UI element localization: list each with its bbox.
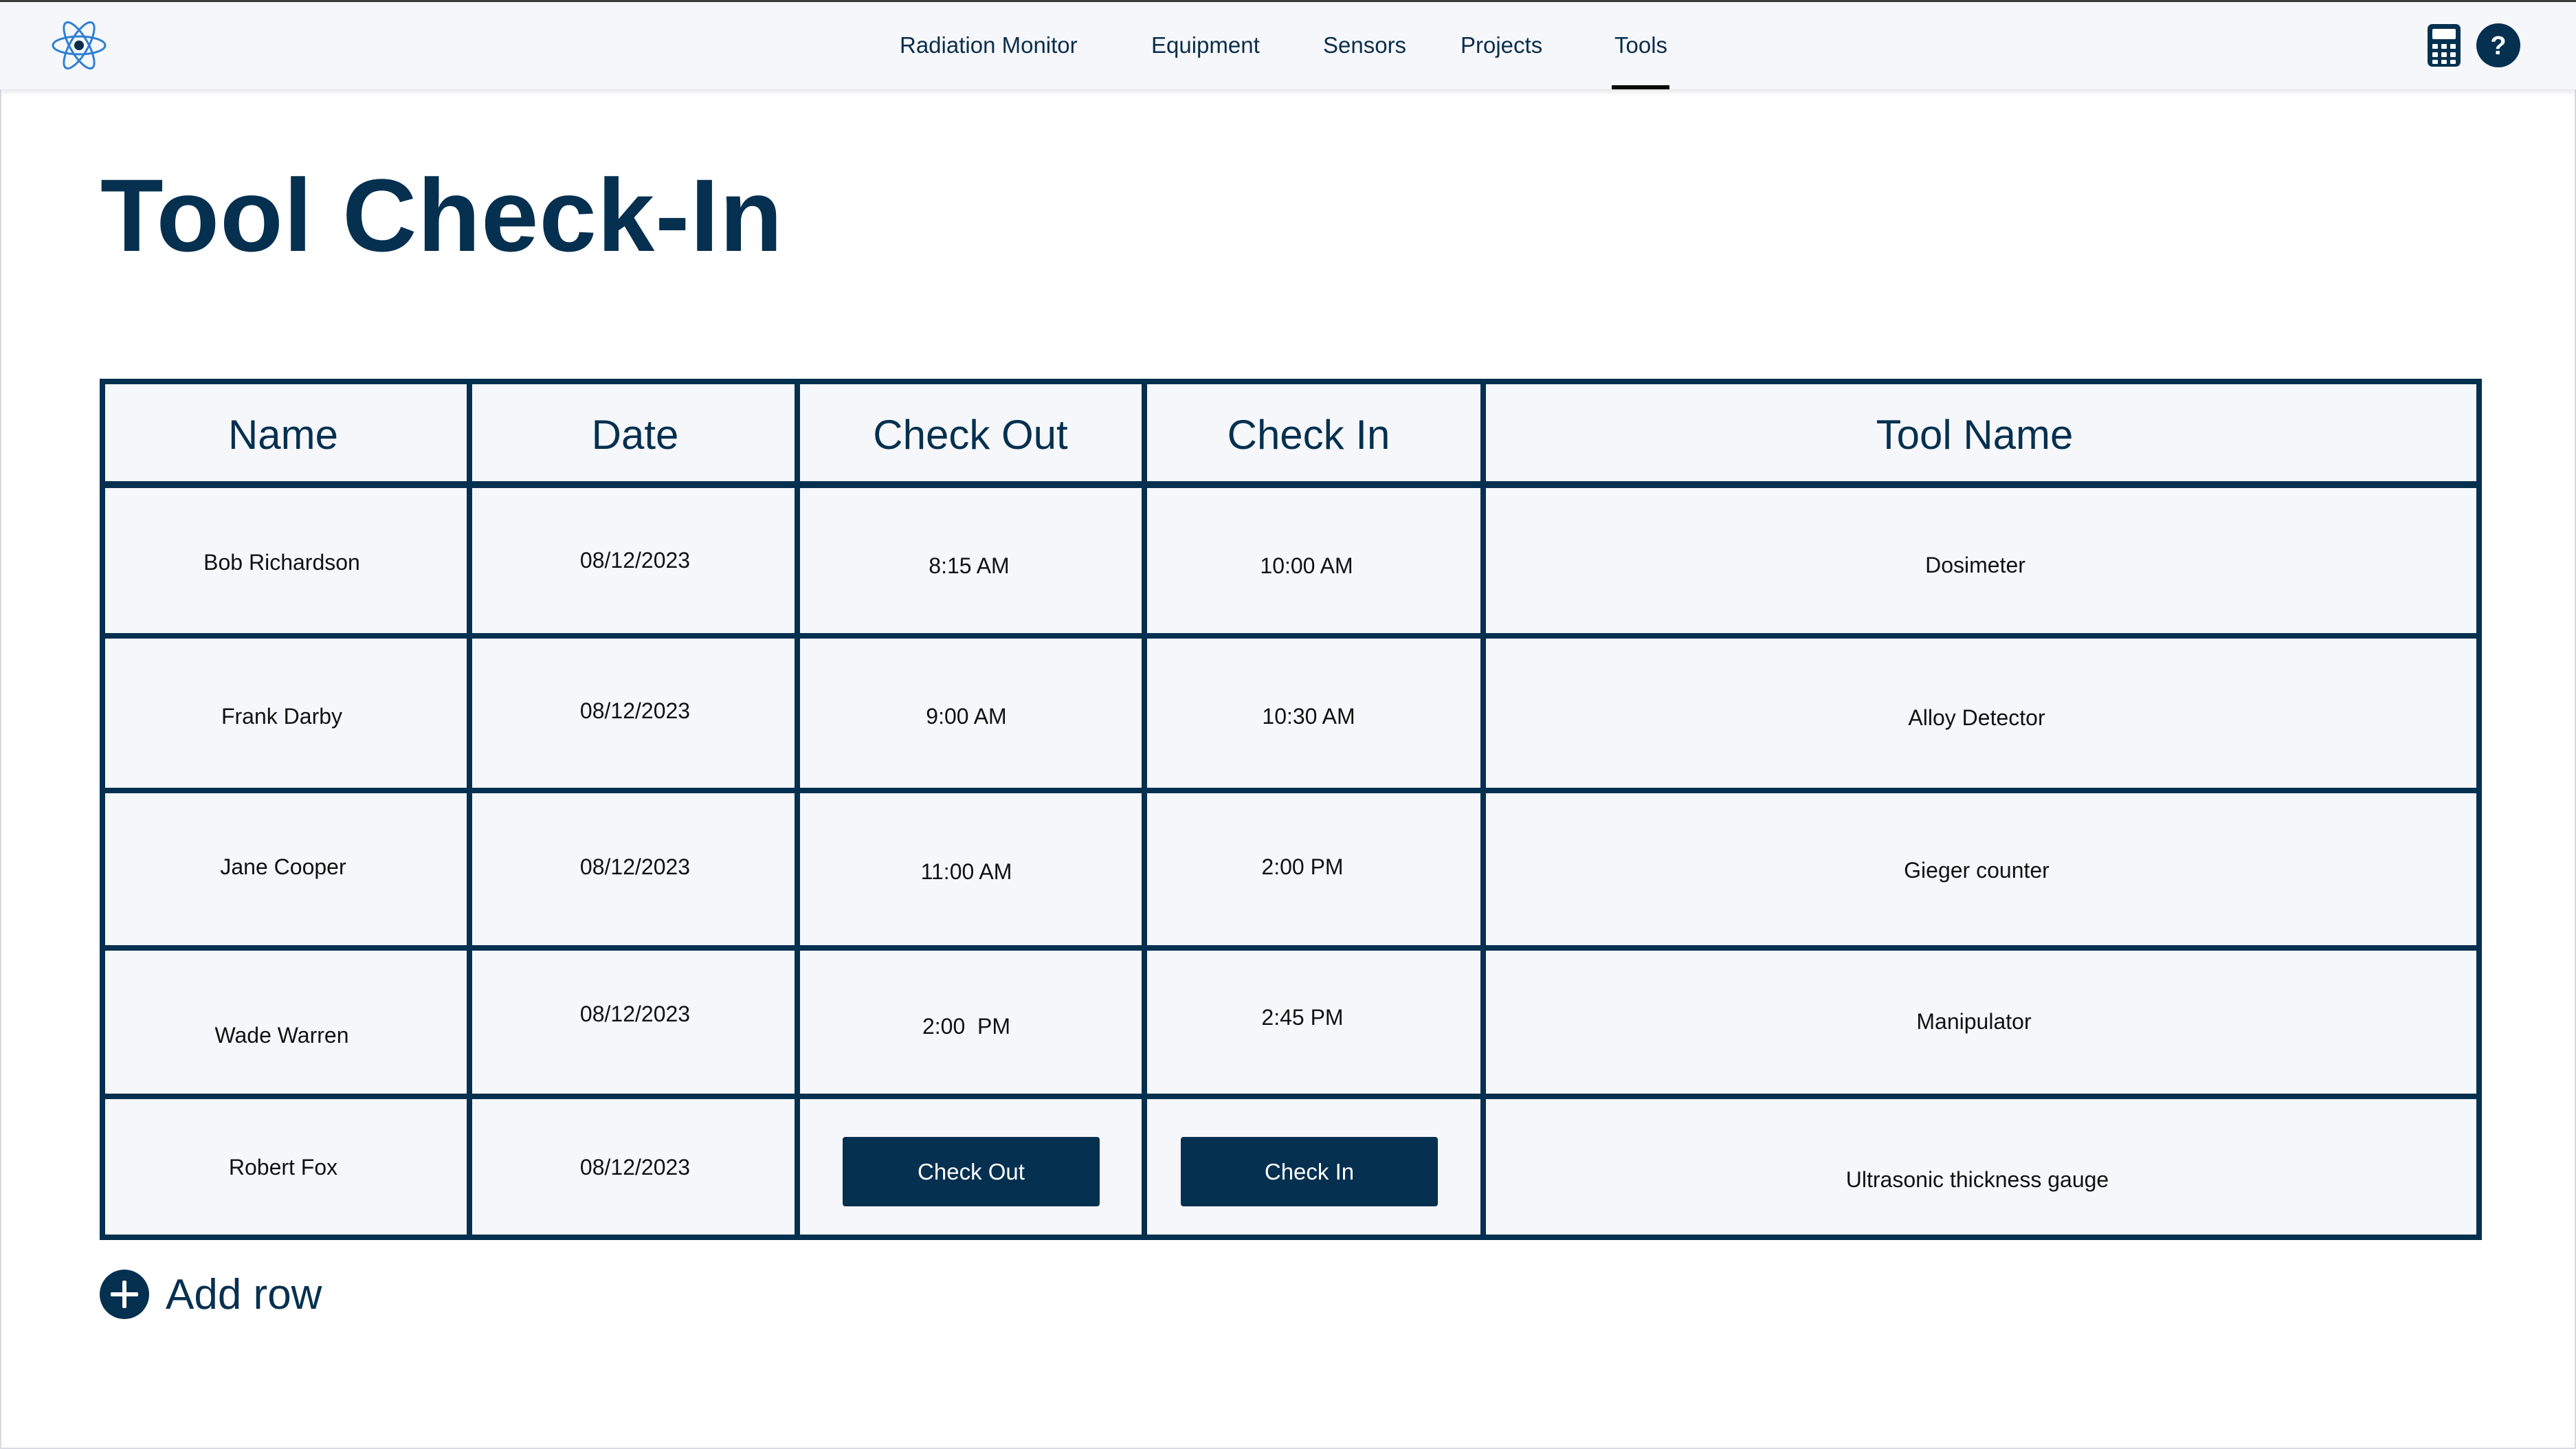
row-divider	[100, 633, 2482, 639]
column-divider	[1480, 379, 1486, 1240]
cell-check-in[interactable]: 10:00 AM	[1260, 553, 1353, 578]
column-divider	[467, 379, 472, 1240]
row-divider	[100, 1094, 2482, 1099]
cell-check-out[interactable]: 8:15 AM	[929, 553, 1010, 578]
cell-tool-name[interactable]: Ultrasonic thickness gauge	[1845, 1167, 2109, 1192]
cell-date[interactable]: 08/12/2023	[579, 1002, 691, 1026]
nav-projects[interactable]: Projects	[1461, 32, 1543, 58]
help-icon[interactable]	[2476, 23, 2521, 68]
row-divider	[100, 788, 2482, 793]
cell-name[interactable]: Jane Cooper	[220, 854, 346, 879]
cell-date[interactable]: 08/12/2023	[579, 854, 691, 879]
cell-date[interactable]: 08/12/2023	[579, 698, 691, 723]
atom-icon[interactable]	[49, 16, 109, 75]
add-row-label[interactable]: Add row	[166, 1270, 322, 1318]
check-out-button[interactable]: Check Out	[843, 1137, 1100, 1206]
header-divider	[100, 481, 2482, 488]
plus-circle-icon[interactable]	[100, 1270, 149, 1319]
nav-equipment[interactable]: Equipment	[1151, 32, 1260, 58]
cell-name[interactable]: Bob Richardson	[203, 550, 360, 575]
cell-check-in[interactable]: 10:30 AM	[1262, 704, 1355, 729]
cell-tool-name[interactable]: Manipulator	[1916, 1009, 2032, 1034]
column-divider	[1142, 379, 1147, 1240]
column-header-check-in[interactable]: Check In	[1227, 412, 1390, 458]
add-row-button[interactable]	[100, 1269, 322, 1320]
page-title: Tool Check-In	[100, 157, 784, 273]
nav-sensors[interactable]: Sensors	[1323, 32, 1407, 58]
cell-name[interactable]: Wade Warren	[214, 1023, 349, 1048]
cell-name[interactable]: Robert Fox	[228, 1155, 338, 1180]
calculator-icon[interactable]	[2421, 23, 2467, 68]
nav-tools[interactable]: Tools	[1614, 32, 1668, 58]
cell-check-out[interactable]: 9:00 AM	[926, 704, 1007, 729]
svg-text:?: ?	[2490, 32, 2507, 60]
cell-check-out[interactable]: 2:00 PM	[922, 1014, 1011, 1039]
top-nav-bar	[0, 0, 2576, 89]
tool-checkin-table	[100, 379, 2482, 1240]
row-divider	[100, 945, 2482, 951]
column-header-tool-name[interactable]: Tool Name	[1876, 412, 2074, 458]
cell-tool-name[interactable]: Dosimeter	[1925, 553, 2025, 577]
nav-active-indicator	[1612, 85, 1669, 89]
cell-check-in[interactable]: 2:45 PM	[1261, 1005, 1344, 1030]
column-divider	[795, 379, 800, 1240]
cell-tool-name[interactable]: Gieger counter	[1904, 858, 2050, 883]
cell-check-out[interactable]: 11:00 AM	[920, 859, 1012, 884]
cell-check-in[interactable]: 2:00 PM	[1261, 854, 1344, 879]
cell-date[interactable]: 08/12/2023	[579, 1155, 691, 1180]
check-in-button[interactable]: Check In	[1181, 1137, 1438, 1206]
nav-radiation-monitor[interactable]: Radiation Monitor	[900, 32, 1078, 58]
column-header-check-out[interactable]: Check Out	[873, 412, 1068, 458]
cell-date[interactable]: 08/12/2023	[579, 548, 691, 573]
cell-name[interactable]: Frank Darby	[221, 704, 343, 729]
cell-tool-name[interactable]: Alloy Detector	[1908, 705, 2045, 730]
column-header-date[interactable]: Date	[591, 412, 679, 458]
column-header-name[interactable]: Name	[227, 412, 339, 458]
